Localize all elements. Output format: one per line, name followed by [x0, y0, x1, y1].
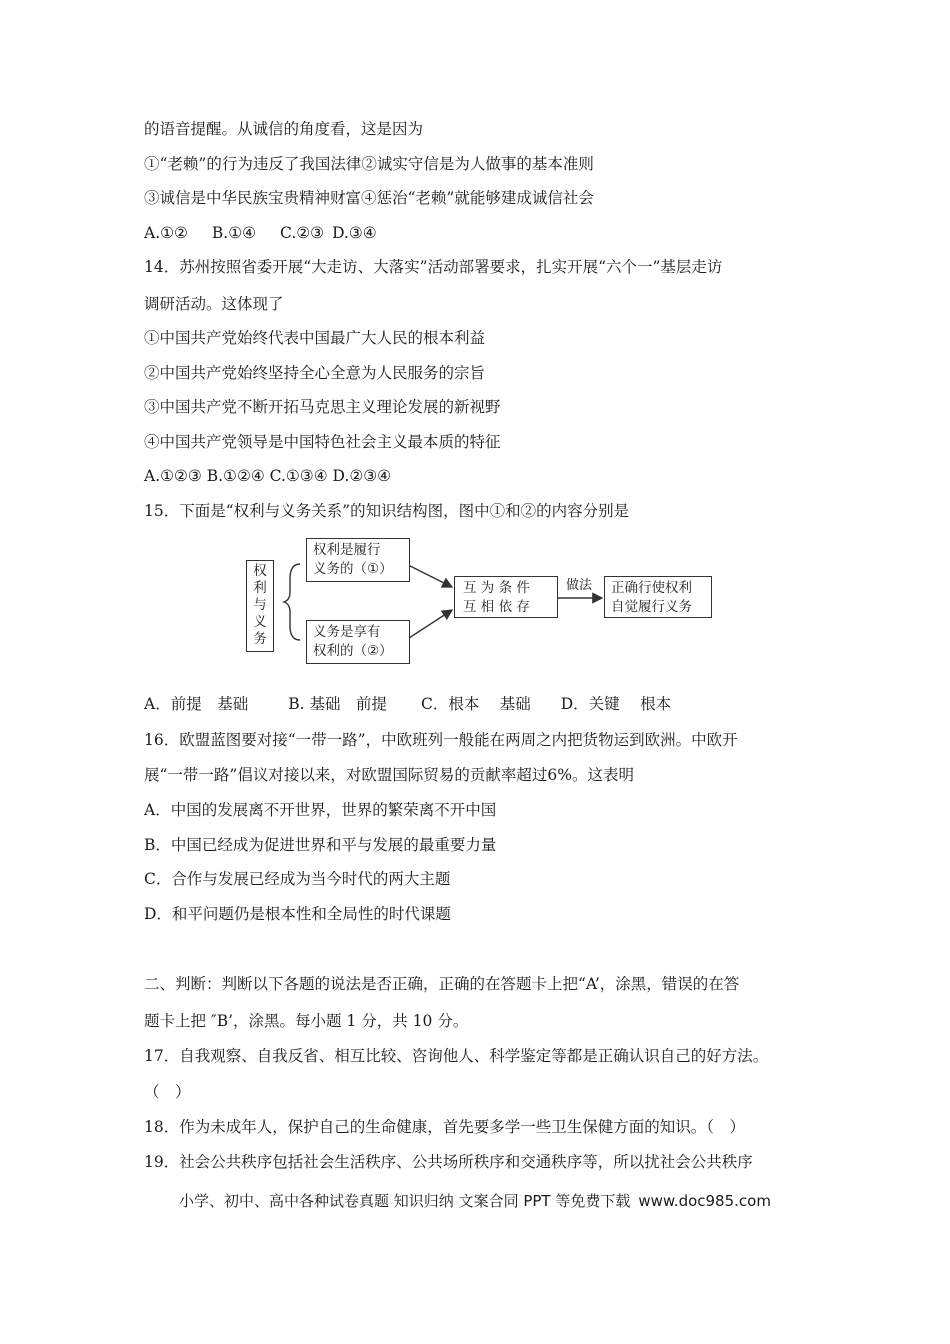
q14-statement-2: ②中国共产党始终坚持全心全意为人民服务的宗旨: [144, 364, 486, 382]
q15-option-b: B. 基础 前提: [288, 695, 387, 713]
q16-option-a: A．中国的发展离不开世界，世界的繁荣离不开中国: [144, 801, 497, 819]
q14-statement-3: ③中国共产党不断开拓马克思主义理论发展的新视野: [144, 398, 501, 416]
q13-option-b: B.①④: [211, 224, 257, 242]
left-char-2: 利: [253, 580, 267, 596]
section2-title-line1: 二、判断：判断以下各题的说法是否正确，正确的在答题卡上把“A’，涂黑，错误的在答: [144, 975, 740, 993]
rights-duties-diagram: [240, 534, 720, 666]
q14-options: A.①②③ B.①②④ C.①③④ D.②③④: [144, 467, 392, 485]
box-middle-line1: 互 为 条 件: [463, 580, 530, 596]
q15-options: [144, 694, 671, 714]
box-top-line1: 权利是履行: [313, 542, 381, 558]
q14-stem-line2: 调研活动。这体现了: [144, 295, 284, 313]
box-interdependent: [454, 576, 558, 618]
box-middle-line2: 互 相 依 存: [463, 599, 530, 615]
box-bottom-line1: 义务是享有: [313, 624, 381, 640]
q13-option-a: A.①②: [144, 224, 188, 242]
left-char-1: 权: [253, 563, 267, 579]
arrow-bottom: [406, 610, 452, 640]
box-right-line1: 正确行使权利: [611, 580, 692, 596]
q13-options: [144, 223, 377, 243]
box-bottom-line2: 权利的（②）: [313, 643, 393, 659]
q16-option-b: B．中国已经成为促进世界和平与发展的最重要力量: [144, 836, 497, 854]
footer-text: 小学、初中、高中各种试卷真题 知识归纳 文案合同 PPT 等免费下载: [179, 1192, 631, 1210]
q19-text: 19．社会公共秩序包括社会生活秩序、公共场所秩序和交通秩序等，所以扰社会公共秩序: [144, 1153, 753, 1171]
q15-option-c: C．根本 基础: [420, 695, 531, 713]
q14-statement-1: ①中国共产党始终代表中国最广大人民的根本利益: [144, 329, 486, 347]
left-char-4: 义: [253, 614, 267, 630]
box-right-line2: 自觉履行义务: [611, 599, 692, 615]
arrow-label-practice: 做法: [566, 578, 593, 593]
box-correct-practice: [604, 576, 712, 618]
arrow-top: [406, 564, 452, 587]
box-rights-basis: [306, 538, 410, 582]
q16-stem-line1: 16．欧盟蓝图要对接“一带一路”，中欧班列一般能在两周之内把货物运到欧洲。中欧开: [144, 731, 738, 749]
q16-option-d: D．和平问题仍是根本性和全局性的时代课题: [144, 905, 451, 923]
box-top-line2: 义务的（①）: [313, 561, 393, 577]
q14-stem-line1: 14．苏州按照省委开展“大走访、大落实”活动部署要求，扎实开展“六个一”基层走访: [144, 258, 723, 276]
brace: [284, 564, 300, 640]
footer-url: www.doc985.com: [638, 1192, 771, 1210]
box-duties-basis: [306, 620, 410, 664]
q16-option-c: C．合作与发展已经成为当今时代的两大主题: [144, 870, 451, 888]
q13-stem-cont: 的语音提醒。从诚信的角度看，这是因为: [144, 120, 424, 138]
section2-title-line2: 题卡上把 ″B’，涂黑。每小题 1 分，共 10 分。: [144, 1012, 469, 1030]
q13-statement-1: ①“老赖”的行为违反了我国法律②诚实守信是为人做事的基本准则: [144, 155, 594, 173]
q13-statement-2: ③诚信是中华民族宝贵精神财富④惩治“老赖”就能够建成诚信社会: [144, 189, 594, 207]
q13-option-c: C.②③: [280, 224, 325, 242]
q14-statement-4: ④中国共产党领导是中国特色社会主义最本质的特征: [144, 433, 501, 451]
q16-stem-line2: 展“一带一路”倡议对接以来，对欧盟国际贸易的贡献率超过6%。这表明: [144, 766, 634, 784]
left-char-3: 与: [253, 597, 267, 613]
left-char-5: 务: [253, 631, 267, 647]
q15-option-d: D．关键 根本: [560, 695, 672, 713]
q13-option-d: D.③④: [332, 224, 377, 242]
q18-text: 18．作为未成年人，保护自己的生命健康，首先要多学一些卫生保健方面的知识。（ ）: [144, 1118, 745, 1136]
q15-stem: 15．下面是“权利与义务关系”的知识结构图，图中①和②的内容分别是: [144, 502, 630, 520]
q17-answer-paren: （ ）: [144, 1083, 191, 1101]
q15-option-a: A．前提 基础: [144, 695, 249, 713]
page-footer: [0, 1190, 950, 1211]
q17-text: 17．自我观察、自我反省、相互比较、咨询他人、科学鉴定等都是正确认识自己的好方法。: [144, 1047, 769, 1065]
box-rights-and-duties: [246, 560, 274, 652]
